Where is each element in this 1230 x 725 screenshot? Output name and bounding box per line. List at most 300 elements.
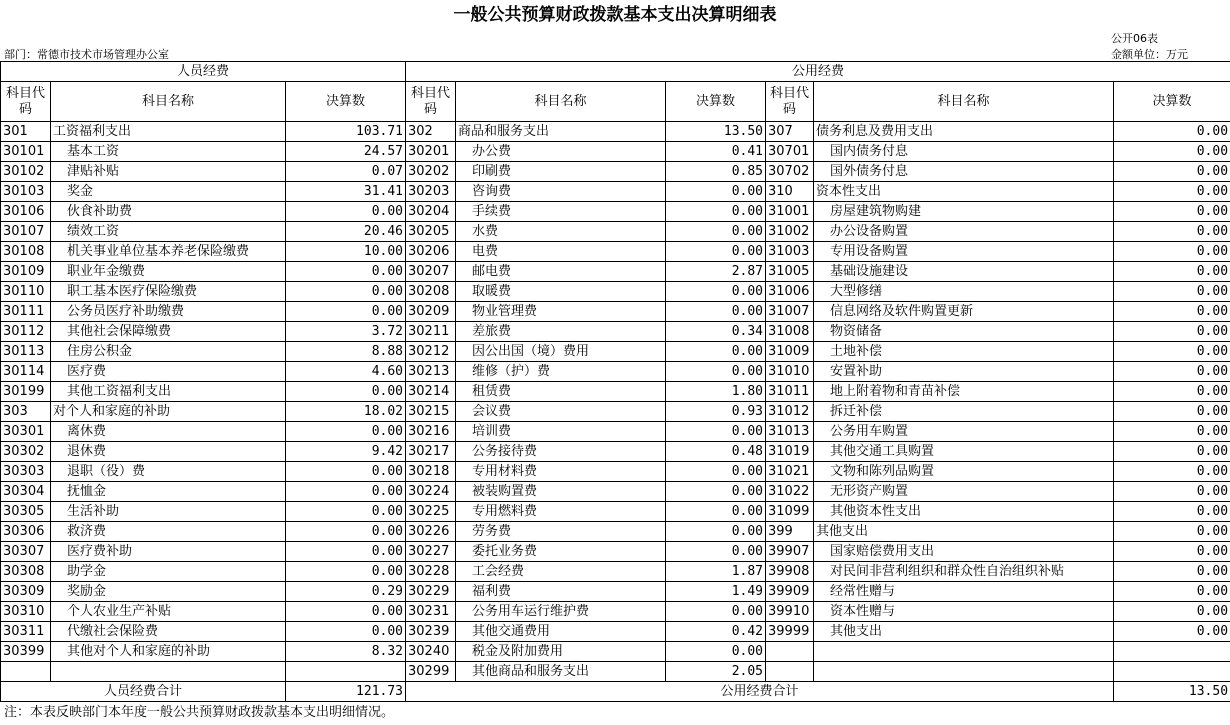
item-name: 物资储备 <box>814 322 1114 342</box>
item-code: 30209 <box>406 302 456 322</box>
item-amount: 0.00 <box>666 522 766 542</box>
table-row <box>1 482 1230 502</box>
item-amount: 9.42 <box>286 442 406 462</box>
item-name: 文物和陈列品购置 <box>814 462 1114 482</box>
item-name <box>814 642 1114 662</box>
table-row <box>1 582 1230 602</box>
item-amount: 8.88 <box>286 342 406 362</box>
item-amount: 0.00 <box>666 482 766 502</box>
item-name: 其他支出 <box>814 622 1114 642</box>
item-amount: 0.00 <box>1114 602 1230 622</box>
item-amount: 0.00 <box>1114 582 1230 602</box>
item-code: 30304 <box>1 482 51 502</box>
item-name: 基础设施建设 <box>814 262 1114 282</box>
item-amount: 0.00 <box>1114 142 1230 162</box>
item-name: 物业管理费 <box>456 302 666 322</box>
item-amount: 0.00 <box>666 422 766 442</box>
item-code: 30201 <box>406 142 456 162</box>
report-title: 一般公共预算财政拨款基本支出决算明细表 <box>453 5 777 25</box>
item-name: 公务用车购置 <box>814 422 1114 442</box>
item-code: 302 <box>406 122 456 142</box>
item-code: 30107 <box>1 222 51 242</box>
item-amount: 2.05 <box>666 662 766 682</box>
item-amount: 1.80 <box>666 382 766 402</box>
item-code: 30213 <box>406 362 456 382</box>
item-amount: 0.00 <box>1114 162 1230 182</box>
item-amount: 0.00 <box>666 462 766 482</box>
item-name: 安置补助 <box>814 362 1114 382</box>
item-name: 房屋建筑物购建 <box>814 202 1114 222</box>
item-amount: 0.00 <box>666 602 766 622</box>
item-name: 咨询费 <box>456 182 666 202</box>
item-amount: 10.00 <box>286 242 406 262</box>
item-code: 30113 <box>1 342 51 362</box>
item-name: 大型修缮 <box>814 282 1114 302</box>
item-code: 31007 <box>766 302 814 322</box>
item-amount: 0.00 <box>1114 362 1230 382</box>
item-code: 30199 <box>1 382 51 402</box>
table-row <box>1 342 1230 362</box>
code-header: 科目代码 <box>406 82 456 122</box>
item-amount: 0.00 <box>286 602 406 622</box>
item-amount: 0.00 <box>1114 542 1230 562</box>
item-code: 30111 <box>1 302 51 322</box>
item-amount: 0.00 <box>666 502 766 522</box>
table-row <box>1 142 1230 162</box>
item-amount: 103.71 <box>286 122 406 142</box>
item-amount: 0.00 <box>666 222 766 242</box>
item-code: 30226 <box>406 522 456 542</box>
table-row <box>1 602 1230 622</box>
item-code: 30239 <box>406 622 456 642</box>
item-name: 土地补偿 <box>814 342 1114 362</box>
item-name: 退休费 <box>51 442 286 462</box>
item-name: 其他商品和服务支出 <box>456 662 666 682</box>
item-amount: 0.00 <box>1114 322 1230 342</box>
item-code: 31021 <box>766 462 814 482</box>
item-amount: 0.00 <box>666 182 766 202</box>
item-name: 职业年金缴费 <box>51 262 286 282</box>
table-number: 公开06表 <box>1111 32 1158 45</box>
item-code: 30701 <box>766 142 814 162</box>
item-amount: 0.00 <box>666 202 766 222</box>
name-header: 科目名称 <box>456 82 666 122</box>
item-code: 39908 <box>766 562 814 582</box>
item-name: 代缴社会保险费 <box>51 622 286 642</box>
item-amount: 0.00 <box>666 642 766 662</box>
item-amount: 0.41 <box>666 142 766 162</box>
item-name: 医疗费 <box>51 362 286 382</box>
item-code: 31022 <box>766 482 814 502</box>
code-header: 科目代码 <box>1 82 51 122</box>
table-row <box>1 402 1230 422</box>
public-total-label: 公用经费合计 <box>406 682 1114 702</box>
item-code: 30702 <box>766 162 814 182</box>
item-amount: 0.00 <box>1114 502 1230 522</box>
item-name: 差旅费 <box>456 322 666 342</box>
item-code: 399 <box>766 522 814 542</box>
item-name: 被装购置费 <box>456 482 666 502</box>
item-amount: 0.00 <box>1114 562 1230 582</box>
item-amount: 0.00 <box>286 622 406 642</box>
item-name: 职工基本医疗保险缴费 <box>51 282 286 302</box>
item-name: 商品和服务支出 <box>456 122 666 142</box>
item-name: 工资福利支出 <box>51 122 286 142</box>
item-code: 39909 <box>766 582 814 602</box>
item-name: 地上附着物和青苗补偿 <box>814 382 1114 402</box>
table-row <box>1 502 1230 522</box>
item-code: 30204 <box>406 202 456 222</box>
item-amount: 0.93 <box>666 402 766 422</box>
item-amount: 0.00 <box>1114 302 1230 322</box>
item-amount: 0.48 <box>666 442 766 462</box>
item-amount: 0.00 <box>1114 482 1230 502</box>
item-amount: 0.00 <box>1114 222 1230 242</box>
code-header: 科目代码 <box>766 82 814 122</box>
item-amount <box>1114 662 1230 682</box>
item-amount: 0.00 <box>1114 462 1230 482</box>
item-code: 30101 <box>1 142 51 162</box>
item-code: 30112 <box>1 322 51 342</box>
item-amount: 0.00 <box>286 422 406 442</box>
item-name: 信息网络及软件购置更新 <box>814 302 1114 322</box>
item-amount: 0.29 <box>286 582 406 602</box>
item-amount: 0.00 <box>286 522 406 542</box>
item-name: 电费 <box>456 242 666 262</box>
item-name: 国家赔偿费用支出 <box>814 542 1114 562</box>
item-amount: 0.00 <box>1114 402 1230 422</box>
amount-header: 决算数 <box>1114 82 1230 122</box>
item-name: 因公出国（境）费用 <box>456 342 666 362</box>
item-code: 30212 <box>406 342 456 362</box>
item-name: 抚恤金 <box>51 482 286 502</box>
item-amount <box>286 662 406 682</box>
table-row <box>1 362 1230 382</box>
item-amount: 0.42 <box>666 622 766 642</box>
item-name: 国内债务付息 <box>814 142 1114 162</box>
table-row <box>1 182 1230 202</box>
item-amount: 0.00 <box>666 342 766 362</box>
item-amount: 1.87 <box>666 562 766 582</box>
item-name: 专用燃料费 <box>456 502 666 522</box>
item-code: 30231 <box>406 602 456 622</box>
item-amount: 0.00 <box>666 542 766 562</box>
item-code: 30208 <box>406 282 456 302</box>
table-row <box>1 562 1230 582</box>
item-code: 30228 <box>406 562 456 582</box>
table-row <box>1 542 1230 562</box>
table-row <box>1 262 1230 282</box>
item-code: 39907 <box>766 542 814 562</box>
item-amount: 0.00 <box>1114 202 1230 222</box>
item-name: 邮电费 <box>456 262 666 282</box>
item-amount: 0.00 <box>666 282 766 302</box>
item-name: 其他社会保障缴费 <box>51 322 286 342</box>
item-code: 31008 <box>766 322 814 342</box>
public-total-value: 13.50 <box>1114 682 1230 702</box>
item-name: 公务员医疗补助缴费 <box>51 302 286 322</box>
item-code: 30203 <box>406 182 456 202</box>
item-name: 税金及附加费用 <box>456 642 666 662</box>
item-amount: 0.00 <box>286 462 406 482</box>
table-row <box>1 382 1230 402</box>
table-row <box>1 422 1230 442</box>
table-row <box>1 222 1230 242</box>
item-amount: 0.00 <box>1114 282 1230 302</box>
item-amount: 0.00 <box>1114 442 1230 462</box>
item-code: 30205 <box>406 222 456 242</box>
item-amount: 24.57 <box>286 142 406 162</box>
item-code: 30218 <box>406 462 456 482</box>
item-name <box>51 662 286 682</box>
personnel-total-value: 121.73 <box>286 682 406 702</box>
table-row <box>1 622 1230 642</box>
item-name: 其他资本性支出 <box>814 502 1114 522</box>
item-amount: 4.60 <box>286 362 406 382</box>
item-amount: 20.46 <box>286 222 406 242</box>
item-name: 专用设备购置 <box>814 242 1114 262</box>
item-code: 31013 <box>766 422 814 442</box>
item-code <box>766 642 814 662</box>
public-header: 公用经费 <box>406 62 1230 82</box>
item-name: 其他交通工具购置 <box>814 442 1114 462</box>
item-code: 31011 <box>766 382 814 402</box>
item-code: 30301 <box>1 422 51 442</box>
item-amount: 1.49 <box>666 582 766 602</box>
item-name: 公务用车运行维护费 <box>456 602 666 622</box>
item-code: 30311 <box>1 622 51 642</box>
item-code: 30217 <box>406 442 456 462</box>
item-amount: 0.00 <box>286 202 406 222</box>
item-name: 资本性赠与 <box>814 602 1114 622</box>
item-amount: 0.34 <box>666 322 766 342</box>
department-label: 部门：常德市技术市场管理办公室 <box>4 48 169 61</box>
item-amount: 31.41 <box>286 182 406 202</box>
table-row <box>1 442 1230 462</box>
item-code: 30202 <box>406 162 456 182</box>
item-name: 取暖费 <box>456 282 666 302</box>
item-code: 31099 <box>766 502 814 522</box>
item-code <box>1 662 51 682</box>
item-amount: 0.00 <box>1114 242 1230 262</box>
item-code: 30225 <box>406 502 456 522</box>
table-row <box>1 322 1230 342</box>
item-code: 30109 <box>1 262 51 282</box>
item-name: 助学金 <box>51 562 286 582</box>
item-name: 其他支出 <box>814 522 1114 542</box>
item-name: 工会经费 <box>456 562 666 582</box>
item-name: 机关事业单位基本养老保险缴费 <box>51 242 286 262</box>
item-amount: 0.00 <box>1114 422 1230 442</box>
item-amount: 0.00 <box>1114 262 1230 282</box>
item-name: 其他交通费用 <box>456 622 666 642</box>
item-code: 30240 <box>406 642 456 662</box>
item-amount: 0.00 <box>286 382 406 402</box>
item-code: 30215 <box>406 402 456 422</box>
item-amount: 0.00 <box>1114 382 1230 402</box>
item-amount: 2.87 <box>666 262 766 282</box>
totals-row <box>1 682 1230 702</box>
item-code: 307 <box>766 122 814 142</box>
item-name: 手续费 <box>456 202 666 222</box>
item-code: 30227 <box>406 542 456 562</box>
item-code: 30306 <box>1 522 51 542</box>
table-row <box>1 122 1230 142</box>
item-amount: 0.00 <box>1114 522 1230 542</box>
item-name: 培训费 <box>456 422 666 442</box>
item-amount: 0.85 <box>666 162 766 182</box>
item-code: 30214 <box>406 382 456 402</box>
item-code: 31009 <box>766 342 814 362</box>
item-amount: 0.00 <box>286 302 406 322</box>
item-name: 会议费 <box>456 402 666 422</box>
item-name: 债务利息及费用支出 <box>814 122 1114 142</box>
item-name: 水费 <box>456 222 666 242</box>
item-amount: 0.00 <box>286 542 406 562</box>
item-code: 30399 <box>1 642 51 662</box>
personnel-header: 人员经费 <box>1 62 406 82</box>
item-code: 31003 <box>766 242 814 262</box>
item-name: 无形资产购置 <box>814 482 1114 502</box>
item-amount: 0.00 <box>1114 182 1230 202</box>
item-code: 31005 <box>766 262 814 282</box>
item-code: 31001 <box>766 202 814 222</box>
item-name: 其他对个人和家庭的补助 <box>51 642 286 662</box>
item-code: 30307 <box>1 542 51 562</box>
name-header: 科目名称 <box>51 82 286 122</box>
item-code: 30229 <box>406 582 456 602</box>
table-row <box>1 162 1230 182</box>
item-name: 维修（护）费 <box>456 362 666 382</box>
name-header: 科目名称 <box>814 82 1114 122</box>
table-row <box>1 662 1230 682</box>
table-row <box>1 242 1230 262</box>
item-name: 办公费 <box>456 142 666 162</box>
item-name: 绩效工资 <box>51 222 286 242</box>
item-code <box>766 662 814 682</box>
item-name: 委托业务费 <box>456 542 666 562</box>
item-amount: 0.00 <box>666 242 766 262</box>
item-code: 30206 <box>406 242 456 262</box>
item-name: 奖金 <box>51 182 286 202</box>
item-name: 住房公积金 <box>51 342 286 362</box>
item-code: 30114 <box>1 362 51 382</box>
item-name: 退职（役）费 <box>51 462 286 482</box>
personnel-total-label: 人员经费合计 <box>1 682 286 702</box>
unit-label: 金额单位：万元 <box>1111 48 1188 61</box>
item-name: 租赁费 <box>456 382 666 402</box>
item-name: 资本性支出 <box>814 182 1114 202</box>
table-row <box>1 642 1230 662</box>
item-code: 30310 <box>1 602 51 622</box>
item-name: 救济费 <box>51 522 286 542</box>
item-name: 劳务费 <box>456 522 666 542</box>
item-amount: 13.50 <box>666 122 766 142</box>
item-code: 39910 <box>766 602 814 622</box>
item-name: 公务接待费 <box>456 442 666 462</box>
table-row <box>1 462 1230 482</box>
item-name: 其他工资福利支出 <box>51 382 286 402</box>
item-code: 30103 <box>1 182 51 202</box>
item-amount: 0.00 <box>1114 122 1230 142</box>
item-code: 30211 <box>406 322 456 342</box>
item-name: 印刷费 <box>456 162 666 182</box>
item-amount: 0.00 <box>1114 622 1230 642</box>
item-amount: 0.00 <box>286 562 406 582</box>
amount-header: 决算数 <box>286 82 406 122</box>
item-code: 303 <box>1 402 51 422</box>
item-code: 30108 <box>1 242 51 262</box>
item-code: 30308 <box>1 562 51 582</box>
item-amount: 8.32 <box>286 642 406 662</box>
amount-header: 决算数 <box>666 82 766 122</box>
item-code: 30302 <box>1 442 51 462</box>
item-name <box>814 662 1114 682</box>
item-amount: 0.00 <box>1114 342 1230 362</box>
item-code: 30106 <box>1 202 51 222</box>
footnote: 注：本表反映部门本年度一般公共预算财政拨款基本支出明细情况。 <box>4 705 395 720</box>
expenditure-table <box>0 61 1230 702</box>
item-code: 30309 <box>1 582 51 602</box>
item-name: 办公设备购置 <box>814 222 1114 242</box>
item-name: 生活补助 <box>51 502 286 522</box>
item-code: 39999 <box>766 622 814 642</box>
table-row <box>1 282 1230 302</box>
item-code: 30216 <box>406 422 456 442</box>
item-code: 30305 <box>1 502 51 522</box>
item-amount: 0.00 <box>286 482 406 502</box>
item-code: 31012 <box>766 402 814 422</box>
item-amount: 0.00 <box>286 282 406 302</box>
item-name: 医疗费补助 <box>51 542 286 562</box>
item-amount: 3.72 <box>286 322 406 342</box>
item-name: 国外债务付息 <box>814 162 1114 182</box>
item-amount: 0.00 <box>286 502 406 522</box>
item-name: 基本工资 <box>51 142 286 162</box>
item-name: 经常性赠与 <box>814 582 1114 602</box>
table-row <box>1 522 1230 542</box>
item-code: 31019 <box>766 442 814 462</box>
item-code: 31006 <box>766 282 814 302</box>
item-name: 拆迁补偿 <box>814 402 1114 422</box>
item-name: 离休费 <box>51 422 286 442</box>
item-code: 30224 <box>406 482 456 502</box>
item-name: 对个人和家庭的补助 <box>51 402 286 422</box>
item-name: 专用材料费 <box>456 462 666 482</box>
item-amount <box>1114 642 1230 662</box>
table-row <box>1 202 1230 222</box>
item-code: 30102 <box>1 162 51 182</box>
item-code: 31002 <box>766 222 814 242</box>
item-amount: 0.00 <box>286 262 406 282</box>
item-code: 30303 <box>1 462 51 482</box>
item-amount: 18.02 <box>286 402 406 422</box>
item-code: 30110 <box>1 282 51 302</box>
item-amount: 0.07 <box>286 162 406 182</box>
item-code: 31010 <box>766 362 814 382</box>
item-amount: 0.00 <box>666 302 766 322</box>
item-name: 津贴补贴 <box>51 162 286 182</box>
item-name: 个人农业生产补贴 <box>51 602 286 622</box>
item-code: 30207 <box>406 262 456 282</box>
item-code: 301 <box>1 122 51 142</box>
item-name: 对民间非营利组织和群众性自治组织补贴 <box>814 562 1114 582</box>
item-amount: 0.00 <box>666 362 766 382</box>
item-name: 福利费 <box>456 582 666 602</box>
item-name: 伙食补助费 <box>51 202 286 222</box>
item-code: 310 <box>766 182 814 202</box>
item-name: 奖励金 <box>51 582 286 602</box>
